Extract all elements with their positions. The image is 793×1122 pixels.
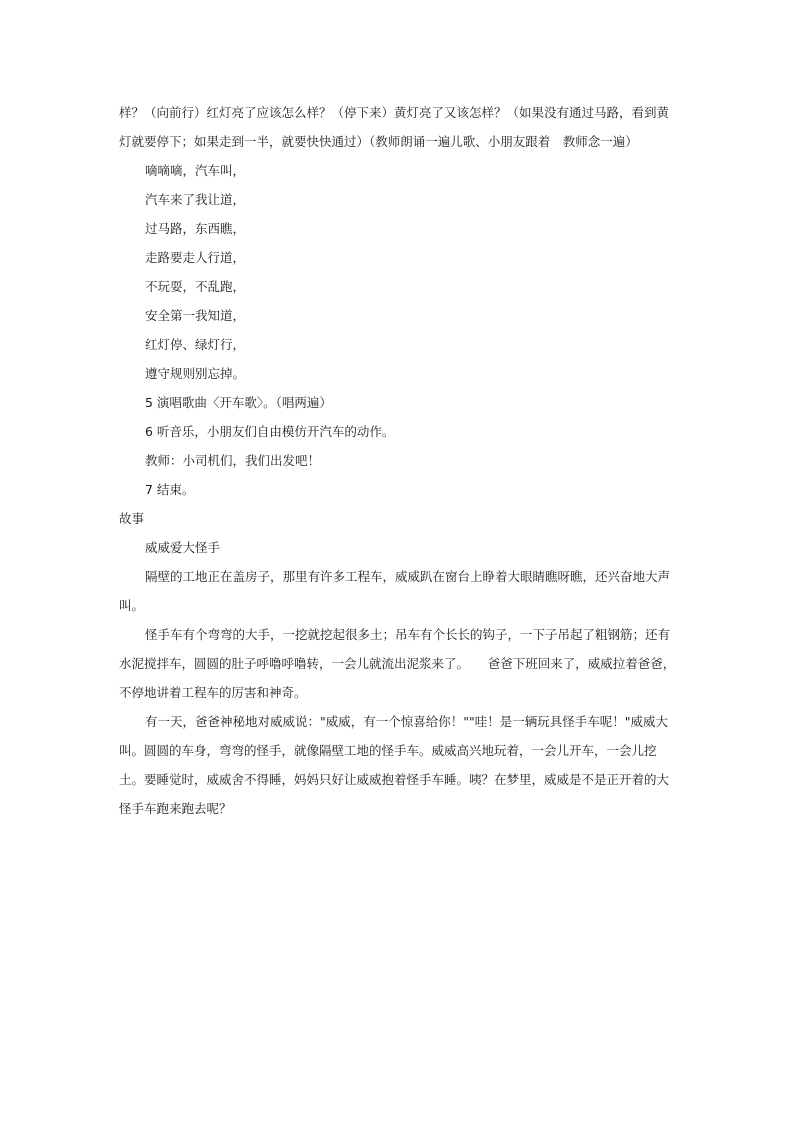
- rhyme-line: 走路要走人行道，: [145, 250, 246, 265]
- rhyme-line: 红灯停、绿灯行，: [145, 337, 246, 352]
- step-5: 5 演唱歌曲〈开车歌〉。（唱两遍）: [145, 395, 332, 410]
- rhyme-line: 嘀嘀嘀，汽车叫，: [145, 163, 246, 178]
- rhyme-line: 遵守规则别忘掉。: [145, 366, 246, 381]
- story-paragraph: 有一天，爸爸神秘地对威威说："威威，有一个惊喜给你！""哇！是一辆玩具怪手车呢！"威威大叫。圆圆的车身，弯弯的怪手，就像隔壁工地的怪手车。威威高兴地玩着，一会儿开车，一会儿挖土。要睡觉时，威威舍不得睡，妈妈只好让威威抱着怪手车睡。咦？在梦里，威威是不是正开着的大怪手车跑来跑去呢？: [119, 714, 670, 816]
- story-heading: 故事: [119, 511, 145, 526]
- step-6: 6 听音乐，小朋友们自由模仿开汽车的动作。: [145, 424, 395, 439]
- rhyme-line: 过马路，东西瞧，: [145, 221, 246, 236]
- document-body: [119, 98, 679, 823]
- rhyme-line: 汽车来了我让道，: [145, 192, 246, 207]
- teacher-line: 教师：小司机们，我们出发吧！: [145, 453, 321, 468]
- rhyme-line: 不玩耍，不乱跑，: [145, 279, 246, 294]
- story-paragraph: 隔壁的工地正在盖房子，那里有许多工程车，威威趴在窗台上睁着大眼睛瞧呀瞧，还兴奋地大声叫。: [119, 569, 671, 613]
- story-paragraph: 怪手车有个弯弯的大手，一挖就挖起很多土；吊车有个长长的钩子，一下子吊起了粗钢筋；还有水泥搅拌车，圆圆的肚子呼噜呼噜转，一会儿就流出泥浆来了。 爸爸下班回来了，威威拉着爸爸，不停地讲着工程车的厉害和神奇。: [119, 627, 676, 700]
- rhyme-line: 安全第一我知道，: [145, 308, 246, 323]
- step-7: 7 结束。: [145, 482, 195, 497]
- intro-paragraph: 样？（向前行）红灯亮了应该怎么样？（停下来）黄灯亮了又该怎样？（如果没有通过马路，看到黄灯就要停下；如果走到一半，就要快快通过）（教师朗诵一遍儿歌、小朋友跟着 教师念一遍）: [119, 105, 670, 149]
- story-title: 威威爱大怪手: [145, 540, 221, 555]
